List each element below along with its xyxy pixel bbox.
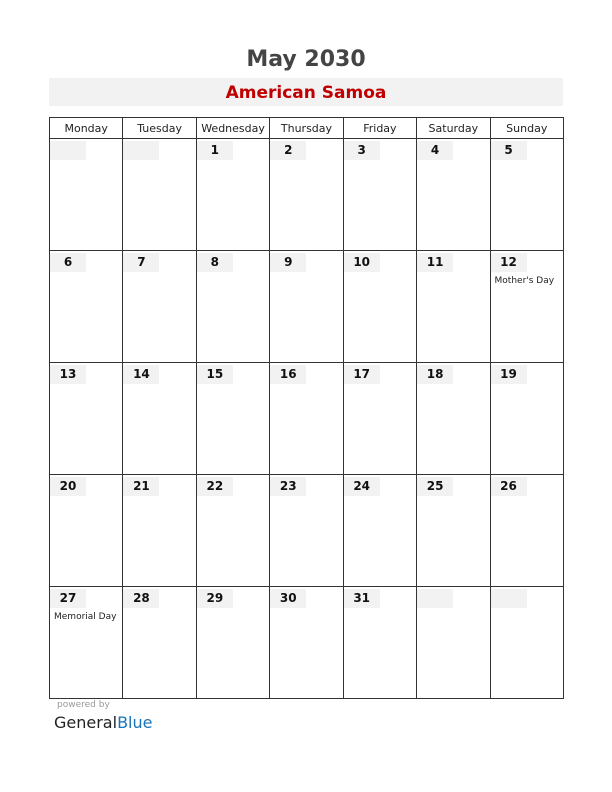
day-number: 7 bbox=[123, 253, 159, 272]
day-cell[interactable] bbox=[270, 587, 343, 699]
day-cell[interactable] bbox=[50, 251, 123, 363]
day-cell[interactable] bbox=[123, 587, 196, 699]
weekday-header: Wednesday bbox=[196, 118, 269, 139]
week-row bbox=[50, 139, 564, 251]
day-cell[interactable] bbox=[417, 251, 490, 363]
day-cell[interactable] bbox=[196, 475, 269, 587]
day-number: 14 bbox=[123, 365, 159, 384]
day-number bbox=[491, 589, 527, 608]
day-number: 22 bbox=[197, 477, 233, 496]
day-cell[interactable] bbox=[270, 139, 343, 251]
day-cell[interactable] bbox=[270, 251, 343, 363]
brand-general-text: General bbox=[54, 713, 118, 732]
calendar-grid bbox=[49, 117, 564, 699]
day-number: 13 bbox=[50, 365, 86, 384]
day-number bbox=[50, 141, 86, 160]
day-cell[interactable] bbox=[490, 139, 563, 251]
day-cell[interactable] bbox=[343, 475, 416, 587]
day-number: 28 bbox=[123, 589, 159, 608]
day-cell[interactable] bbox=[417, 587, 490, 699]
day-number: 17 bbox=[344, 365, 380, 384]
day-cell[interactable] bbox=[123, 475, 196, 587]
day-cell[interactable] bbox=[490, 587, 563, 699]
day-number: 10 bbox=[344, 253, 380, 272]
day-number: 9 bbox=[270, 253, 306, 272]
generalblue-logo[interactable] bbox=[54, 713, 152, 732]
week-row bbox=[50, 251, 564, 363]
week-row bbox=[50, 363, 564, 475]
day-number: 15 bbox=[197, 365, 233, 384]
day-number: 11 bbox=[417, 253, 453, 272]
weekday-header-row bbox=[50, 118, 564, 139]
day-number: 8 bbox=[197, 253, 233, 272]
weekday-header: Sunday bbox=[490, 118, 563, 139]
day-cell[interactable] bbox=[417, 139, 490, 251]
day-number: 1 bbox=[197, 141, 233, 160]
page-title: May 2030 bbox=[246, 47, 366, 72]
day-number: 21 bbox=[123, 477, 159, 496]
day-cell[interactable] bbox=[196, 139, 269, 251]
day-cell[interactable] bbox=[343, 251, 416, 363]
day-cell[interactable] bbox=[123, 251, 196, 363]
day-cell[interactable] bbox=[417, 475, 490, 587]
day-number bbox=[417, 589, 453, 608]
day-cell[interactable] bbox=[490, 475, 563, 587]
day-cell[interactable] bbox=[123, 139, 196, 251]
day-number: 18 bbox=[417, 365, 453, 384]
day-number: 4 bbox=[417, 141, 453, 160]
week-row bbox=[50, 587, 564, 699]
weekday-header: Tuesday bbox=[123, 118, 196, 139]
day-number: 23 bbox=[270, 477, 306, 496]
holiday-label: Memorial Day bbox=[54, 612, 117, 622]
day-number: 12 bbox=[491, 253, 527, 272]
day-cell[interactable] bbox=[270, 363, 343, 475]
day-cell[interactable] bbox=[343, 587, 416, 699]
powered-by-label: powered by bbox=[57, 700, 110, 710]
day-number: 5 bbox=[491, 141, 527, 160]
day-cell[interactable] bbox=[123, 363, 196, 475]
day-cell[interactable] bbox=[50, 139, 123, 251]
day-cell[interactable] bbox=[490, 251, 563, 363]
day-number: 16 bbox=[270, 365, 306, 384]
day-number bbox=[123, 141, 159, 160]
country-name: American Samoa bbox=[225, 83, 387, 103]
day-number: 6 bbox=[50, 253, 86, 272]
day-number: 25 bbox=[417, 477, 453, 496]
day-number: 2 bbox=[270, 141, 306, 160]
day-number: 19 bbox=[491, 365, 527, 384]
day-number: 31 bbox=[344, 589, 380, 608]
day-cell[interactable] bbox=[196, 251, 269, 363]
day-number: 20 bbox=[50, 477, 86, 496]
weekday-header: Monday bbox=[50, 118, 123, 139]
day-cell[interactable] bbox=[50, 363, 123, 475]
day-number: 3 bbox=[344, 141, 380, 160]
week-row bbox=[50, 475, 564, 587]
brand-blue-text: Blue bbox=[117, 713, 153, 732]
day-cell[interactable] bbox=[196, 587, 269, 699]
day-number: 29 bbox=[197, 589, 233, 608]
day-cell[interactable] bbox=[417, 363, 490, 475]
day-number: 26 bbox=[491, 477, 527, 496]
day-cell[interactable] bbox=[50, 475, 123, 587]
holiday-label: Mother's Day bbox=[494, 276, 555, 286]
day-cell[interactable] bbox=[270, 475, 343, 587]
weekday-header: Thursday bbox=[270, 118, 343, 139]
day-cell[interactable] bbox=[343, 139, 416, 251]
day-cell[interactable] bbox=[196, 363, 269, 475]
day-number: 24 bbox=[344, 477, 380, 496]
day-number: 27 bbox=[50, 589, 86, 608]
day-cell[interactable] bbox=[490, 363, 563, 475]
weekday-header: Saturday bbox=[417, 118, 490, 139]
weekday-header: Friday bbox=[343, 118, 416, 139]
day-cell[interactable] bbox=[50, 587, 123, 699]
day-number: 30 bbox=[270, 589, 306, 608]
country-banner bbox=[49, 78, 563, 106]
day-cell[interactable] bbox=[343, 363, 416, 475]
